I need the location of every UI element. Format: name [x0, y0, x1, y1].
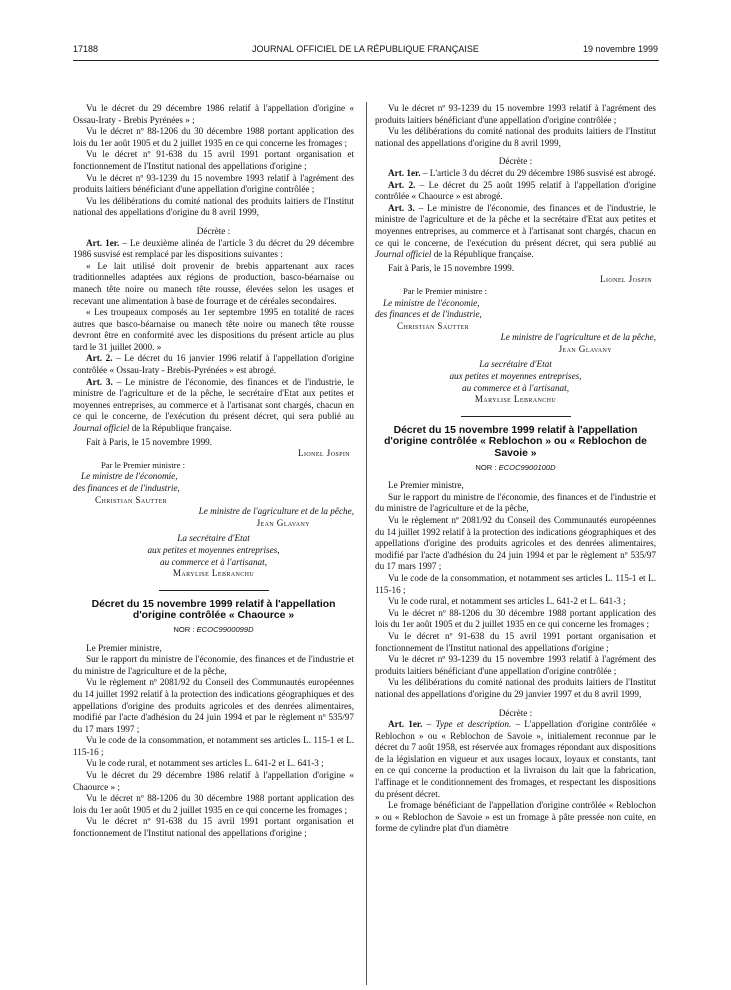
visa-paragraph: Vu le décret du 29 décembre 1986 relatif à l'appellation d'origine « Ossau-Iraty - Brebis Pyrénées » ; — [73, 103, 354, 125]
nor-label: NOR : — [173, 624, 197, 634]
nor-label: NOR : — [475, 462, 499, 472]
journal-ref: Journal officiel — [375, 249, 432, 260]
visa-paragraph: Vu les délibérations du comité national des produits laitiers de l'Institut national des appellations d'origine du 8 avril 1999, — [375, 126, 656, 148]
secretary-role: La secrétaire d'Etat — [479, 359, 552, 370]
fait-a-paris: Fait à Paris, le 15 novembre 1999. — [388, 262, 515, 273]
par-le-premier-ministre: Par le Premier ministre : — [101, 459, 186, 470]
article-1 — [375, 719, 656, 800]
article-label: Art. 1er. — [86, 237, 120, 248]
page-number: 17188 — [73, 44, 99, 54]
article-text: – Le ministre de l'économie, des finances et de l'industrie, le ministre de l'agriculture et de la pêche et la secrétaire d'Etat aux petites et moyennes entreprises, au commerce et à l'artisanat sont chargés, chacun en ce qui le concerne, de l'exécution du présent décret, qui sera publié au — [375, 202, 656, 248]
article-text-end: de la République française. — [431, 249, 534, 260]
article-text: – L'article 3 du décret du 29 décembre 1986 susvisé est abrogé. — [420, 167, 656, 178]
nor-code: ECOC9900100D — [498, 462, 556, 472]
fait-a-paris: Fait à Paris, le 15 novembre 1999. — [86, 436, 213, 447]
article-text: – L'appellation d'origine contrôlée « Reblochon » ou « Reblochon de Savoie », initialement reconnue par le décret du 7 août 1958, est réservée aux fromages répondant aux dispositions de la législation en vigueur et aux usages locaux, loyaux et constants, tant en ce qui concerne la production et la livraison du lait que la fabrication, l'affinage et le conditionnement des fromages, et respectant les dispositions du présent décret. — [375, 719, 656, 799]
nor-reference — [375, 462, 656, 474]
article-3 — [73, 377, 354, 435]
decrete-heading: Décrète : — [196, 225, 231, 236]
visa-paragraph: Vu le décret nº 91-638 du 15 avril 1991 portant organisation et fonctionnement de l'Institut national des appellations d'origine ; — [73, 816, 354, 839]
minister-name: Jean Glavany — [558, 343, 612, 354]
signer-name: Lionel Jospin — [297, 448, 350, 459]
visa-paragraph: Vu le décret du 29 décembre 1986 relatif à l'appellation d'origine « Chaource » ; — [73, 770, 354, 792]
visa-paragraph: Vu le décret nº 91-638 du 15 avril 1991 portant organisation et fonctionnement de l'Institut national des appellations d'origine ; — [375, 630, 656, 653]
minister-role: Le ministre de l'économie, — [383, 297, 480, 308]
secretary-role: aux petites et moyennes entreprises, — [147, 544, 280, 555]
section-separator — [461, 416, 571, 417]
visa-paragraph: Vu le code rural, et notamment ses articles L. 641-2 et L. 641-3 ; — [388, 596, 626, 607]
visa-paragraph: Sur le rapport du ministre de l'économie, des finances et de l'industrie et du ministre de l'agriculture et de la pêche, — [73, 654, 354, 676]
secretary-role: au commerce et à l'artisanat, — [461, 382, 569, 393]
visa-paragraph: Sur le rapport du ministre de l'économie, des finances et de l'industrie et du ministre de l'agriculture et de la pêche, — [375, 491, 656, 514]
decree-title: Décret du 15 novembre 1999 relatif à l'appellation d'origine contrôlée « Chaource » — [91, 598, 336, 622]
minister-role: Le ministre de l'économie, — [81, 471, 178, 482]
visa-paragraph: Vu le règlement nº 2081/92 du Conseil des Communautés européennes du 14 juillet 1992 relatif à la protection des indications géographiques et des appellations d'origine des produits agricoles et des denrées alimentaires, modifié par l'acte d'adhésion du 24 juin 1994 et par le règlement nº 535/97 du 17 mars 1997 ; — [73, 677, 354, 734]
visa-paragraph: Vu le décret nº 88-1206 du 30 décembre 1988 portant application des lois du 1er août 1905 et du 2 juillet 1935 en ce qui concerne les fromages ; — [375, 607, 656, 630]
secretary-name: Marylise Lebranchu — [474, 394, 557, 405]
decrete-heading: Décrète : — [498, 156, 533, 167]
visa-paragraph: Vu le règlement nº 2081/92 du Conseil des Communautés européennes du 14 juillet 1992 relatif à la protection des indications géographiques et des appellations d'origine des produits agricoles et des denrées alimentaires, modifié par l'acte d'adhésion du 24 juin 1994 et par le règlement nº 535/97 du 17 mars 1997 ; — [375, 515, 656, 572]
visa-paragraph: Vu le décret nº 88-1206 du 30 décembre 1988 portant application des lois du 1er août 1905 et du 2 juillet 1935 en ce qui concerne les fromages ; — [73, 126, 354, 148]
column-divider — [366, 102, 367, 985]
article-label: Art. 3. — [86, 376, 113, 387]
article-2 — [375, 180, 656, 203]
article-label: Art. 3. — [388, 202, 415, 213]
secretary-name: Marylise Lebranchu — [172, 568, 255, 579]
page-header — [0, 44, 731, 60]
article-text-end: de la République française. — [129, 423, 232, 434]
visa-paragraph: Vu le décret nº 93-1239 du 15 novembre 1993 relatif à l'agrément des produits laitiers bénéficiant d'une appellation d'origine contrôlée ; — [73, 172, 354, 195]
body-paragraph: Le fromage bénéficiant de l'appellation d'origine contrôlée « Reblochon » ou « Reblochon de Savoie » est un fromage à pâte pressée non cuite, en forme de cylindre plat d'un diamètre — [375, 800, 656, 834]
visa-paragraph: Vu le décret nº 93-1239 du 15 novembre 1993 relatif à l'agrément des produits laitiers bénéficiant d'une appellation d'origine contrôlée ; — [375, 654, 656, 676]
article-subtitle: Type et description. — [435, 719, 512, 730]
minister-role: des finances et de l'industrie, — [375, 309, 482, 320]
article-3 — [375, 203, 656, 261]
journal-ref: Journal officiel — [73, 423, 130, 434]
visa-paragraph: Vu les délibérations du comité national des produits laitiers de l'Institut national des appellations d'origine du 8 avril 1999, — [73, 195, 354, 218]
article-label: Art. 2. — [388, 179, 416, 190]
secretary-role: aux petites et moyennes entreprises, — [449, 371, 582, 382]
minister-role: des finances et de l'industrie, — [73, 483, 180, 493]
quote-paragraph: « Les troupeaux composés au 1er septembre 1995 en totalité de races autres que basco-béarnaise ou manech tête noire ou manech tête rousse devront être en conformité avec les dispositions du présent article au plus tard le 31 juillet 2000. » — [73, 307, 354, 352]
preamble: Le Premier ministre, — [388, 480, 464, 491]
par-le-premier-ministre: Par le Premier ministre : — [403, 285, 488, 296]
journal-title: JOURNAL OFFICIEL DE LA RÉPUBLIQUE FRANÇAISE — [252, 44, 479, 54]
minister-name: Christian Sautter — [95, 494, 167, 505]
right-column — [375, 103, 656, 835]
left-column — [73, 103, 354, 840]
visa-paragraph: Vu le décret nº 88-1206 du 30 décembre 1988 portant application des lois du 1er août 1905 et du 2 juillet 1935 en ce qui concerne les fromages ; — [73, 793, 354, 815]
article-text: – Le deuxième alinéa de l'article 3 du décret du 29 décembre 1986 susvisé est remplacé par les dispositions suivantes : — [73, 237, 354, 260]
secretary-role: au commerce et à l'artisanat, — [159, 556, 267, 567]
secretary-role: La secrétaire d'Etat — [177, 533, 250, 544]
minister-name: Jean Glavany — [256, 517, 310, 528]
article-text: – Le décret du 16 janvier 1996 relatif à l'appellation d'origine contrôlée « Ossau-Iraty - Brebis-Pyrénées » est abrogé. — [73, 353, 354, 376]
minister-role: Le ministre de l'agriculture et de la pêche, — [198, 506, 354, 517]
article-label: Art. 1er. — [388, 167, 421, 178]
article-2 — [73, 353, 354, 376]
preamble: Le Premier ministre, — [86, 642, 162, 653]
article-1 — [73, 238, 354, 261]
header-rule — [73, 60, 659, 61]
visa-paragraph: Vu le code de la consommation, et notamment ses articles L. 115-1 et L. 115-16 ; — [375, 572, 656, 595]
article-dash: – — [422, 719, 436, 730]
visa-paragraph: Vu le décret nº 93-1239 du 15 novembre 1993 relatif à l'agrément des produits laitiers bénéficiant d'une appellation d'origine contrôlée ; — [375, 103, 656, 125]
decrete-heading: Décrète : — [498, 707, 533, 718]
visa-paragraph: Vu le code de la consommation, et notamment ses articles L. 115-1 et L. 115-16 ; — [73, 735, 354, 757]
signer-name: Lionel Jospin — [599, 274, 652, 285]
visa-paragraph: Vu le code rural, et notamment ses articles L. 641-2 et L. 641-3 ; — [86, 758, 324, 769]
article-1 — [375, 168, 656, 180]
visa-paragraph: Vu les délibérations du comité national des produits laitiers de l'Institut national des appellations d'origine du 29 janvier 1997 et du 8 avril 1999, — [375, 677, 656, 699]
nor-reference — [73, 624, 354, 636]
issue-date: 19 novembre 1999 — [582, 44, 658, 54]
article-label: Art. 1er. — [388, 719, 423, 730]
quote-paragraph: « Le lait utilisé doit provenir de brebis appartenant aux races traditionnelles adaptées aux régions de production, basco-béarnaise ou manech tête noire ou manech tête rousse, élevées selon les usages et recevant une alimentation à base de fourrage et de céréales secondaires. — [73, 260, 354, 306]
minister-role: Le ministre de l'agriculture et de la pêche, — [500, 332, 656, 343]
article-text: – Le ministre de l'économie, des finances et de l'industrie, le ministre de l'agriculture et de la pêche, le secrétaire d'Etat aux petites et moyennes entreprises, au commerce et à l'artisanat sont chargés, chacun en ce qui le concerne, de l'exécution du présent décret, qui sera publié au — [73, 376, 354, 422]
minister-name: Christian Sautter — [397, 320, 469, 331]
article-label: Art. 2. — [86, 353, 113, 364]
article-text: – Le décret du 25 août 1995 relatif à l'appellation d'origine contrôlée « Chaource » est abrogé. — [375, 179, 656, 202]
nor-code: ECOC9900099D — [196, 624, 254, 634]
visa-paragraph: Vu le décret nº 91-638 du 15 avril 1991 portant organisation et fonctionnement de l'Institut national des appellations d'origine ; — [73, 149, 354, 171]
section-separator — [159, 590, 269, 591]
decree-title: Décret du 15 novembre 1999 relatif à l'appellation d'origine contrôlée « Reblochon » ou « Reblochon de Savoie » — [384, 424, 647, 460]
